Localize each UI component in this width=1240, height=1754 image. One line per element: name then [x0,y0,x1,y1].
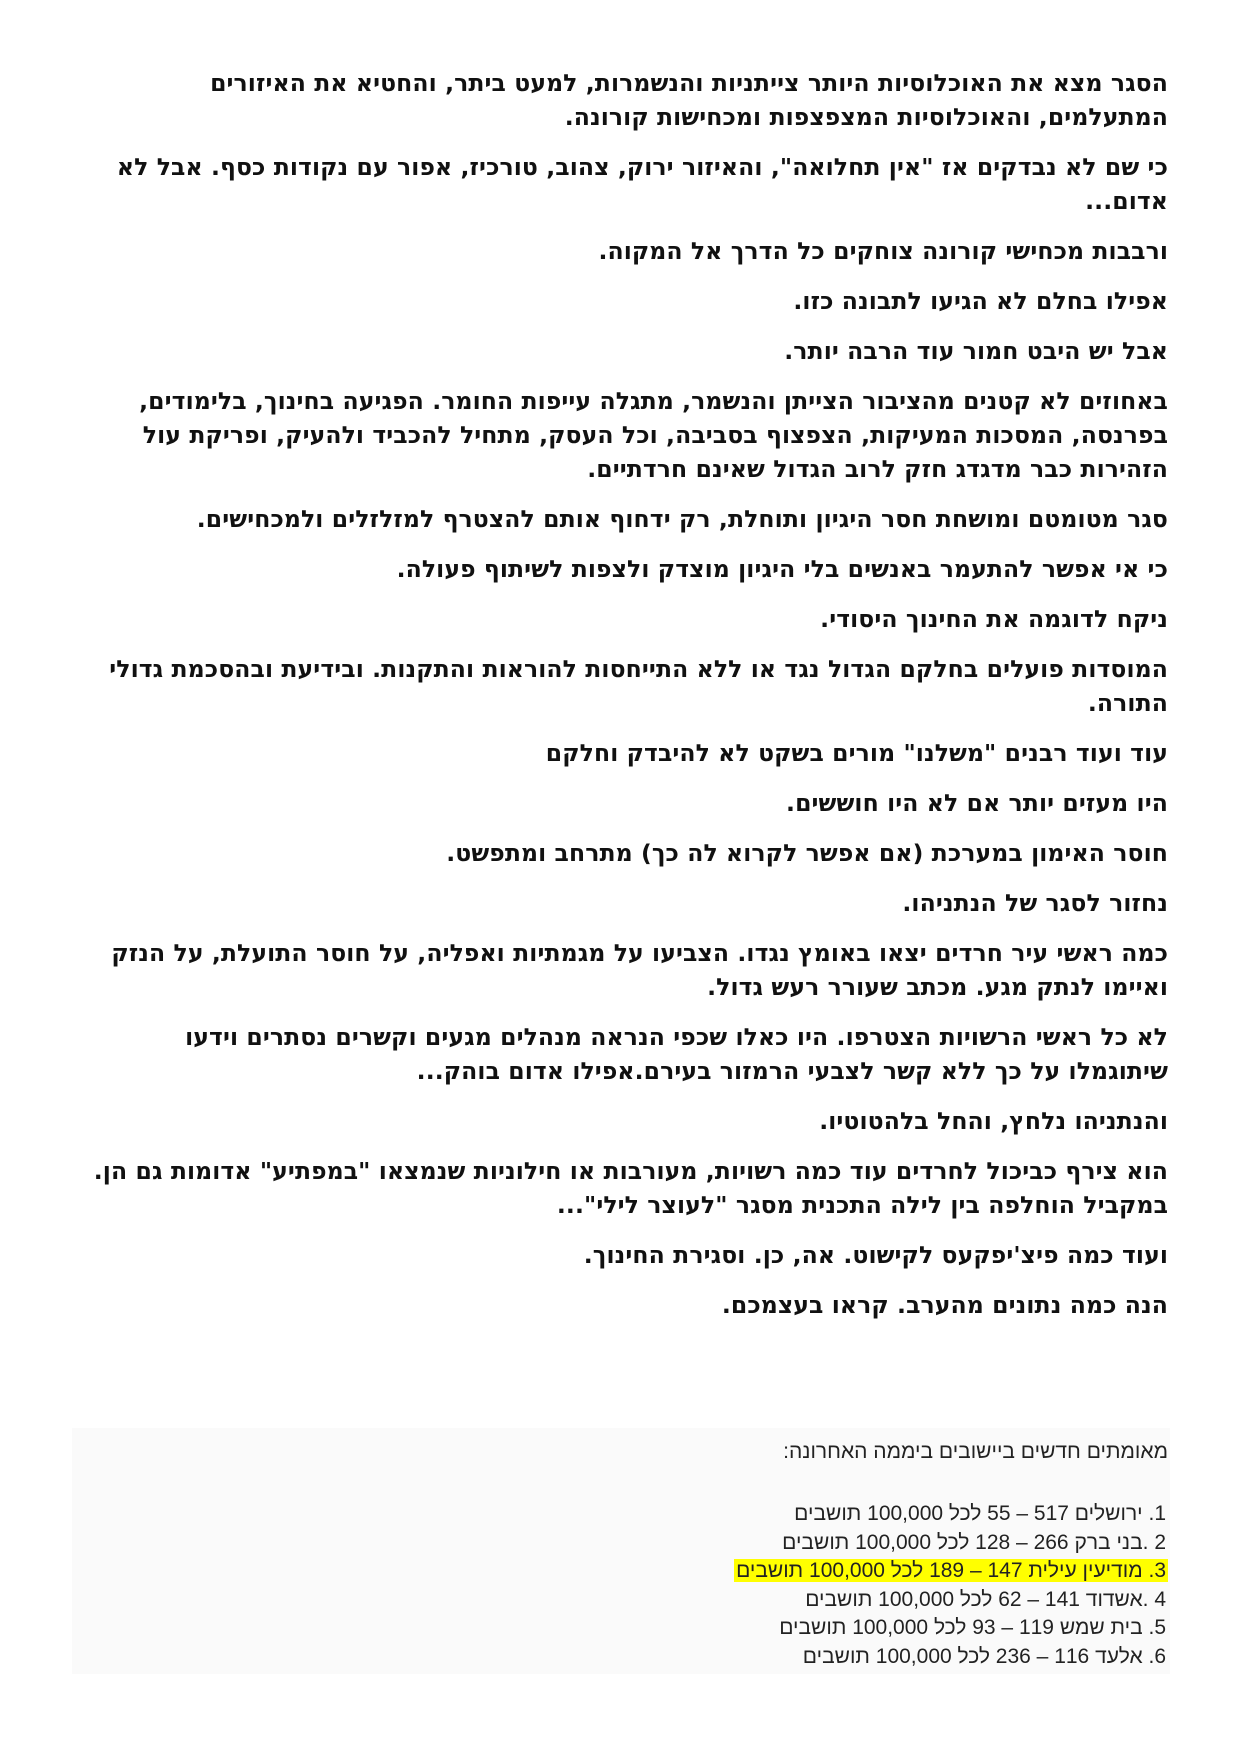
paragraph: אבל יש היבט חמור עוד הרבה יותר. [784,337,1168,365]
stats-title: מאומתים חדשים ביישובים ביממה האחרונה: [783,1440,1168,1463]
paragraph: אפילו בחלם לא הגיעו לתבונה כזו. [793,287,1168,315]
paragraph: חוסר האימון במערכת (אם אפשר לקרוא לה כך) מתרחב ומתפשט. [446,839,1168,867]
paragraph: ורבבות מכחישי קורונה צוחקים כל הדרך אל המקוה. [598,237,1168,265]
paragraph: נחזור לסגר של הנתניהו. [902,889,1168,917]
paragraph: לא כל ראשי הרשויות הצטרפו. היו כאלו שכפי הנראה מנהלים מגעים וקשרים נסתרים וידעו שיתוגמלו על כך ללא קשר לצבעי הרמזור בעירם.אפילו אדום בוהק... [185,1023,1168,1085]
stats-list [128,1500,1168,1671]
paragraph: סגר מטומטם ומושחת חסר היגיון ותוחלת, רק ידחוף אותם להצטרף למזלזלים ולמכחישים. [196,505,1168,533]
paragraph: והנתניהו נלחץ, והחל בלהטוטיו. [819,1107,1168,1135]
paragraph: באחוזים לא קטנים מהציבור הצייתן והנשמר, מתגלה עייפות החומר. הפגיעה בחינוך, בלימודים, בפרנסה, המסכות המעיקות, הצפצוף בסביבה, וכל העסק, מתחיל להכביד ולהעיק, ופריקת עול הזהירות כבר מדגדג חזק לרוב הגדול שאינם חרדתיים. [139,387,1168,483]
stats-item-text: 1. ירושלים 517 – 55 לכל 100,000 תושבים [794,1502,1166,1525]
highlighted-text: 3. מודיעין עילית 147 – 189 לכל 100,000 תושבים [736,1559,1166,1582]
article-body [80,66,1168,1338]
paragraph: כי שם לא נבדקים אז "אין תחלואה", והאיזור ירוק, צהוב, טורכיז, אפור עם נקודות כסף. אבל לא אדום... [116,153,1168,215]
stats-item-text: 2 .בני ברק 266 – 128 לכל 100,000 תושבים [782,1530,1166,1554]
stats-item-highlighted [128,1557,1168,1586]
stats-item [128,1643,1168,1672]
stats-item [128,1500,1168,1529]
stats-item [128,1529,1168,1558]
paragraph: הנה כמה נתונים מהערב. קראו בעצמכם. [721,1291,1168,1319]
paragraph: המוסדות פועלים בחלקם הגדול נגד או ללא התייחסות להוראות והתקנות. ובידיעת ובהסכמת גדולי התורה. [109,655,1168,717]
stats-item [128,1614,1168,1643]
stats-item-text: 4 .אשדוד 141 – 62 לכל 100,000 תושבים [805,1587,1166,1611]
stats-item-text: 5. בית שמש 119 – 93 לכל 100,000 תושבים [779,1616,1166,1639]
paragraph: כמה ראשי עיר חרדים יצאו באומץ נגדו. הצביעו על מגמתיות ואפליה, על חוסר התועלת, על הנזק ואיימו לנתק מגע. מכתב שעורר רעש גדול. [111,939,1168,1001]
stats-item-text: 6. אלעד 116 – 236 לכל 100,000 תושבים [802,1644,1166,1668]
paragraph: ועוד כמה פיצ'יפקעס לקישוט. אה, כן. וסגירת החינוך. [583,1241,1168,1269]
paragraph: היו מעזים יותר אם לא היו חוששים. [786,789,1168,817]
paragraph: הוא צירף כביכול לחרדים עוד כמה רשויות, מעורבות או חילוניות שנמצאו "במפתיע" אדומות גם הן. במקביל הוחלפה בין לילה התכנית מסגר "לעוצר לילי"... [93,1157,1168,1219]
paragraph: עוד ועוד רבנים "משלנו" מורים בשקט לא להיבדק וחלקם [545,739,1168,767]
paragraph: כי אי אפשר להתעמר באנשים בלי היגיון מוצדק ולצפות לשיתוף פעולה. [396,555,1168,583]
stats-section [128,1438,1168,1671]
paragraph: הסגר מצא את האוכלוסיות היותר צייתניות והנשמרות, למעט ביתר, והחטיא את האיזורים המתעלמים, והאוכלוסיות המצפצפות ומכחישות קורונה. [210,69,1168,131]
paragraph: ניקח לדוגמה את החינוך היסודי. [820,605,1168,633]
stats-item [128,1586,1168,1615]
